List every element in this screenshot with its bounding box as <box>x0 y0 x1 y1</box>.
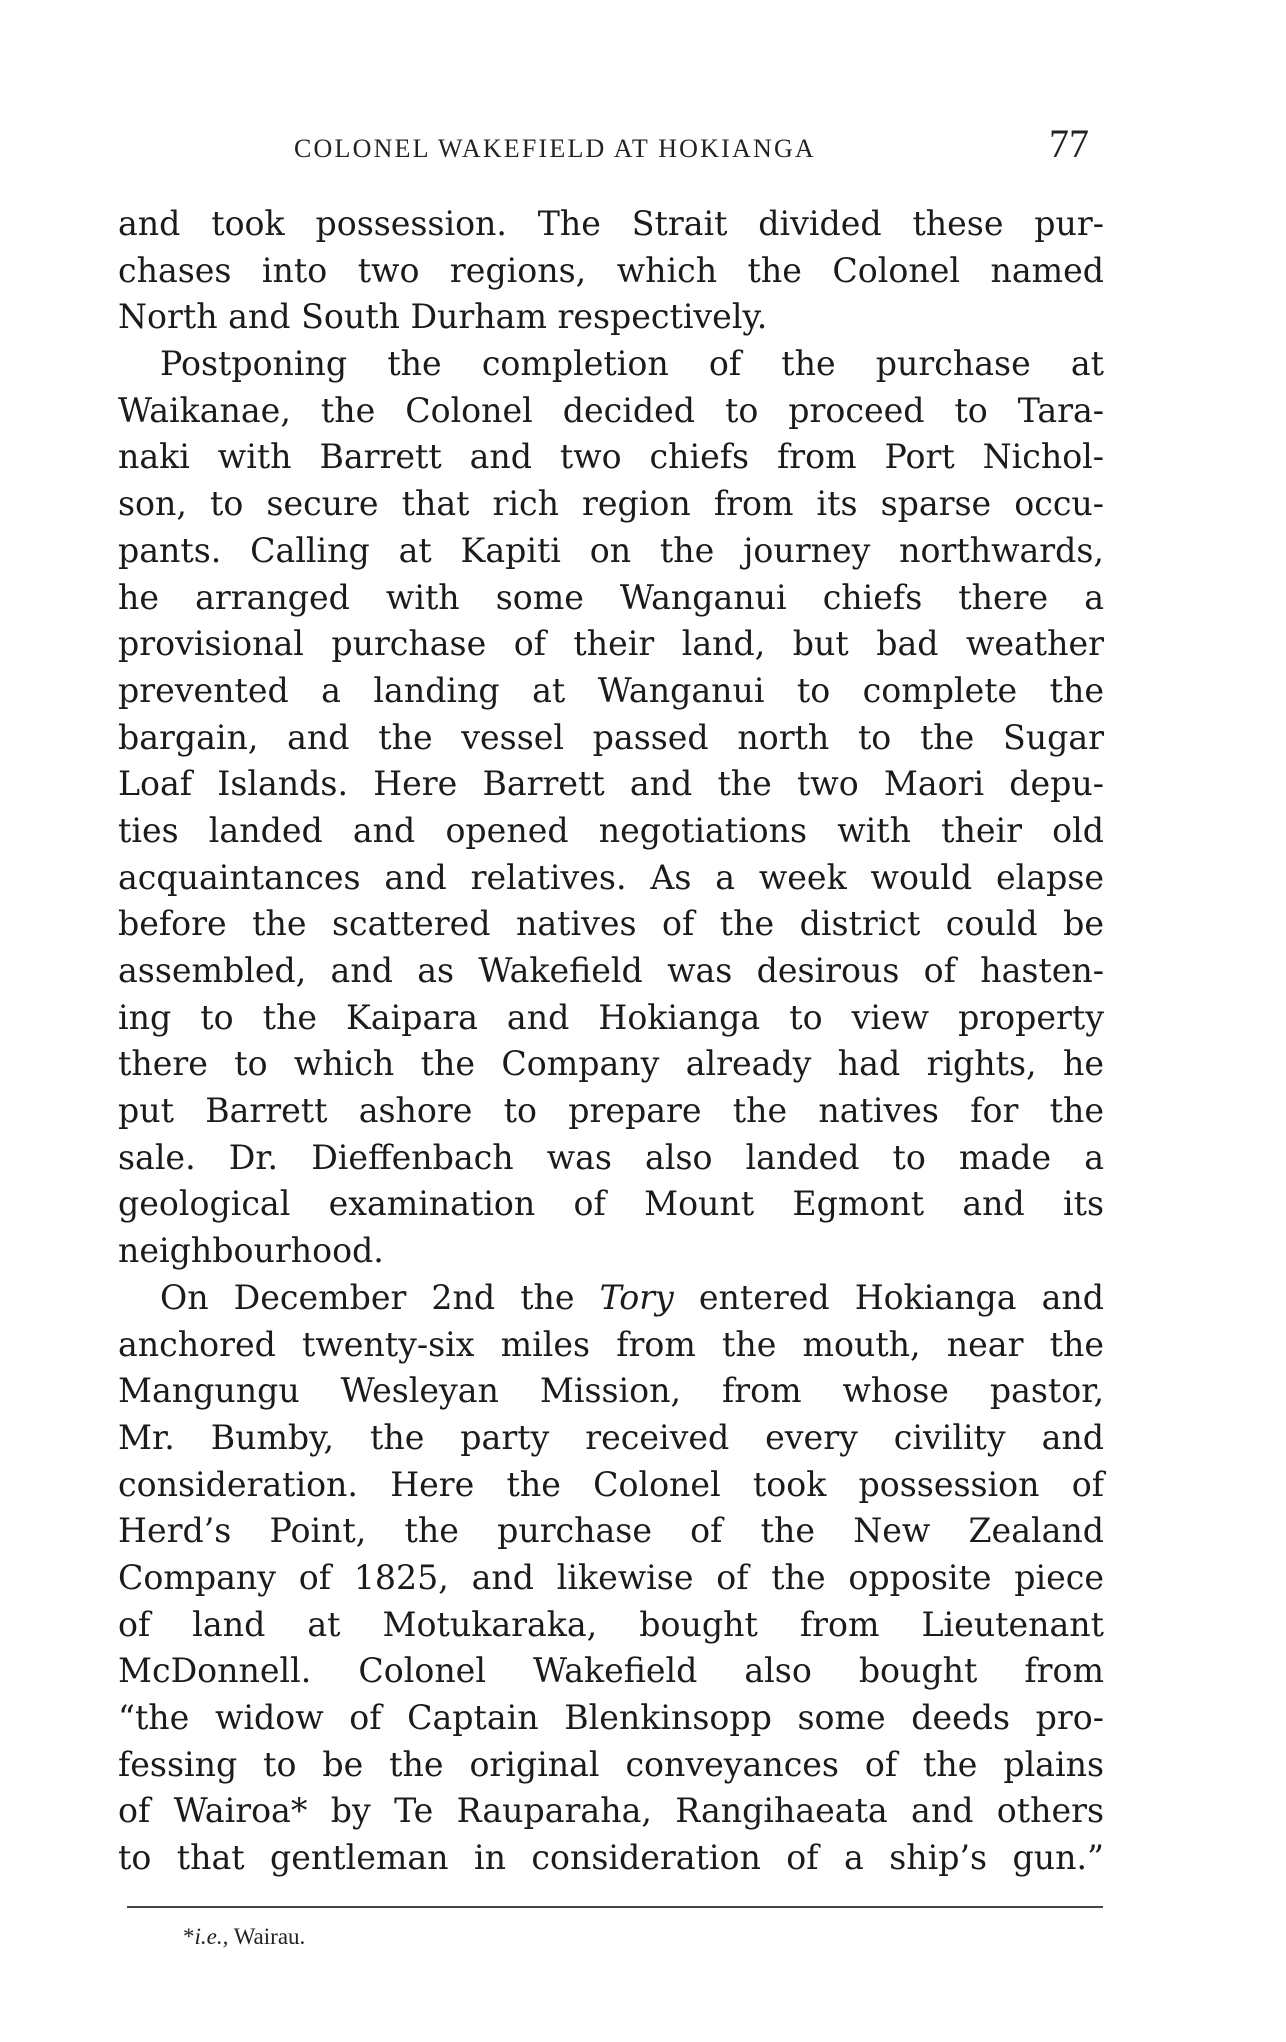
text-line: Company of 1825, and likewise of the opposite piece <box>118 1557 1104 1597</box>
text-line: geological examination of Mount Egmont and its <box>118 1184 1104 1224</box>
footnote-text: Wairau. <box>228 1924 306 1949</box>
text-line: neighbourhood. <box>118 1231 384 1271</box>
text-line: and took possession. The Strait divided these pur- <box>118 204 1104 243</box>
text-line: put Barrett ashore to prepare the natives for the <box>118 1091 1104 1131</box>
body-text <box>118 201 1104 1882</box>
text-line: to that gentleman in consideration of a ship’s gun.” <box>118 1838 1104 1878</box>
text-line: pants. Calling at Kapiti on the journey northwards, <box>118 530 1104 570</box>
text-line: acquaintances and relatives. As a week would elapse <box>118 857 1104 897</box>
text-line: Postponing the completion of the purchase at <box>160 344 1104 384</box>
text-line: consideration. Here the Colonel took possession of <box>118 1464 1104 1504</box>
text-line: son, to secure that rich region from its sparse occu- <box>118 484 1104 524</box>
text-line: of land at Motukaraka, bought from Lieutenant <box>118 1604 1104 1644</box>
page-number: 77 <box>1049 121 1089 166</box>
text-line: before the scattered natives of the district could be <box>118 904 1104 944</box>
text-segment: On December 2nd the <box>160 1277 575 1317</box>
text-line: provisional purchase of their land, but bad weather <box>118 624 1104 664</box>
text-line: naki with Barrett and two chiefs from Port Nichol- <box>118 437 1104 477</box>
text-line: assembled, and as Wakefield was desirous of hasten- <box>118 951 1104 990</box>
text-line: prevented a landing at Wanganui to complete the <box>118 670 1104 710</box>
text-line: Mr. Bumby, the party received every civility and <box>118 1417 1104 1457</box>
text-line: of Wairoa* by Te Rauparaha, Rangihaeata and others <box>118 1791 1104 1831</box>
text-segment: entered Hokianga and <box>673 1277 1104 1317</box>
text-line: chases into two regions, which the Colonel named <box>118 250 1104 290</box>
text-line: ties landed and opened negotiations with their old <box>118 810 1104 850</box>
text-line: bargain, and the vessel passed north to the Sugar <box>118 717 1104 757</box>
footnote <box>183 1924 305 1950</box>
running-title: COLONEL WAKEFIELD AT HOKIANGA <box>294 134 816 163</box>
running-head <box>124 120 1101 176</box>
text-line: there to which the Company already had rights, he <box>118 1044 1104 1084</box>
text-line: Loaf Islands. Here Barrett and the two Maori depu- <box>118 764 1104 804</box>
footnote-divider <box>127 1906 1103 1908</box>
footnote-abbrev: i.e., <box>194 1924 229 1949</box>
text-line: ing to the Kaipara and Hokianga to view property <box>118 997 1104 1037</box>
text-line: Herd’s Point, the purchase of the New Zealand <box>118 1511 1104 1551</box>
text-line-with-italic <box>118 1275 1104 1322</box>
text-line: McDonnell. Colonel Wakefield also bought from <box>118 1651 1104 1691</box>
text-line: sale. Dr. Dieffenbach was also landed to made a <box>118 1137 1104 1177</box>
text-line: fessing to be the original conveyances of the plains <box>118 1744 1104 1784</box>
text-line: North and South Durham respectively. <box>118 297 768 337</box>
footnote-marker: * <box>183 1924 195 1949</box>
text-line: anchored twenty-six miles from the mouth, near the <box>118 1324 1104 1364</box>
text-line: he arranged with some Wanganui chiefs there a <box>118 577 1104 617</box>
text-line: Waikanae, the Colonel decided to proceed to Tara- <box>118 390 1104 430</box>
text-line: Mangungu Wesleyan Mission, from whose pastor, <box>118 1371 1104 1411</box>
text-line: “the widow of Captain Blenkinsopp some deeds pro- <box>118 1698 1104 1737</box>
ship-name-italic: Tory <box>599 1277 674 1317</box>
